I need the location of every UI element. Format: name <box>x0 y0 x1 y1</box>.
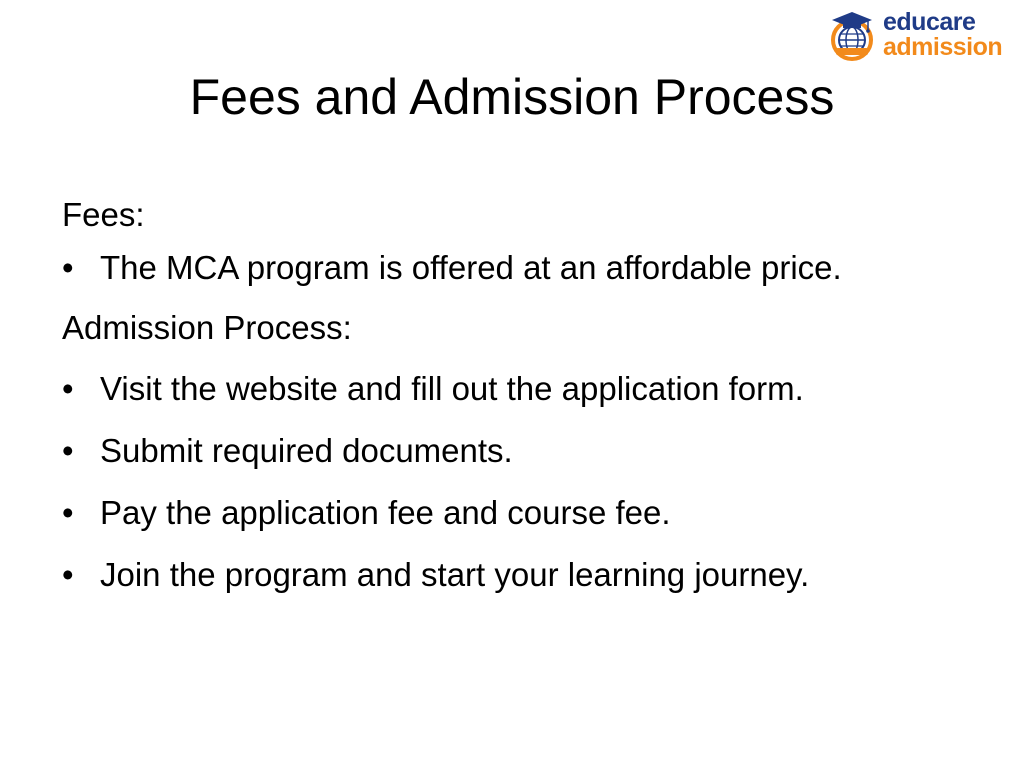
list-item-text: Visit the website and fill out the application form. <box>100 370 804 407</box>
list-item-text: Join the program and start your learning journey. <box>100 556 810 593</box>
list-item-text: Submit required documents. <box>100 432 513 469</box>
admission-process-list <box>62 358 992 606</box>
list-item-text: The MCA program is offered at an affordable price. <box>100 249 842 286</box>
list-item <box>62 482 992 544</box>
list-item <box>62 243 992 293</box>
bullet-icon: • <box>62 249 74 286</box>
bullet-icon: • <box>62 494 74 531</box>
fees-heading: Fees: <box>62 196 145 233</box>
slide-body <box>62 187 992 606</box>
admission-process-heading: Admission Process: <box>62 309 352 346</box>
list-item-text: Pay the application fee and course fee. <box>100 494 671 531</box>
educare-admission-logo <box>828 8 1018 64</box>
logo-wordmark-admission: admission <box>883 33 1003 61</box>
list-item <box>62 420 992 482</box>
bullet-icon: • <box>62 370 74 407</box>
slide-title: Fees and Admission Process <box>189 69 835 125</box>
logo-wordmark-educare: educare <box>883 8 976 36</box>
graduation-cap-globe-icon <box>828 10 876 62</box>
list-item <box>62 544 992 606</box>
fees-list <box>62 243 992 293</box>
list-item <box>62 358 992 420</box>
bullet-icon: • <box>62 432 74 469</box>
bullet-icon: • <box>62 556 74 593</box>
